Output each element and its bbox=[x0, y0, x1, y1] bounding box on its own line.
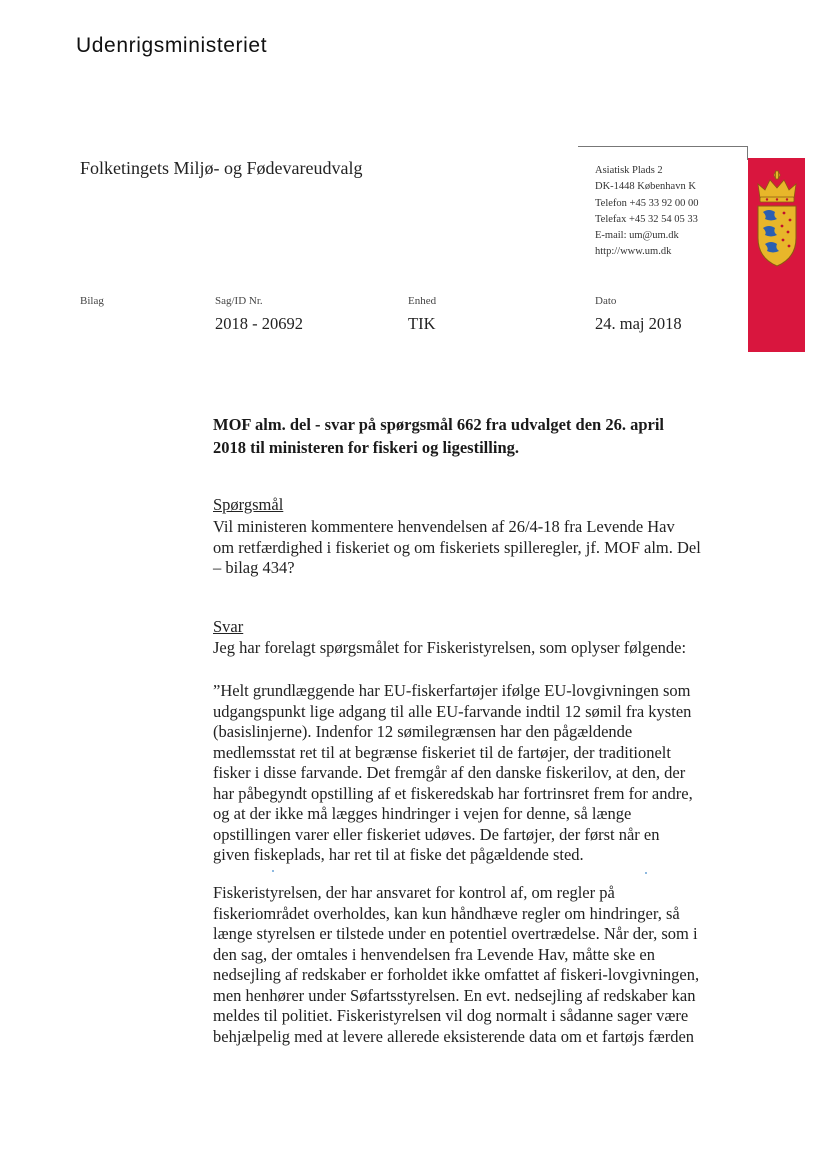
paragraph-line: længe styrelsen er tilstede under en potentiel overtrædelse. Når der, som i bbox=[213, 924, 698, 943]
enhed-label: Enhed bbox=[408, 295, 437, 307]
address-street: Asiatisk Plads 2 bbox=[595, 165, 663, 176]
paragraph-line: Fiskeristyrelsen, der har ansvaret for kontrol af, om regler på bbox=[213, 883, 615, 902]
address-email: E-mail: um@um.dk bbox=[595, 230, 679, 242]
paragraph-line: given fiskeplads, har ret til at fiske det pågældende sted. bbox=[213, 845, 584, 864]
paragraph-line: udgangspunkt lige adgang til alle EU-farvande indtil 12 sømil fra kysten bbox=[213, 701, 692, 721]
paragraph-line: medlemsstat ret til at begrænse fiskeriet til de fartøjer, der traditionelt bbox=[213, 742, 671, 762]
paragraph-line: behjælpelig med at levere allerede eksisterende data om et fartøjs færden bbox=[213, 1026, 695, 1046]
address-phone: Telefon +45 33 92 00 00 bbox=[595, 197, 699, 209]
paragraph-line: har påbegyndt opstilling af et fiskeredskab har fortrinsret frem for andre, bbox=[213, 783, 693, 803]
enhed-value: TIK bbox=[408, 314, 436, 333]
question-text bbox=[213, 517, 701, 579]
paragraph-line: den sag, der omtales i henvendelsen fra Levende Hav, måtte ske en bbox=[213, 944, 655, 964]
paragraph-line: ”Helt grundlæggende har EU-fiskerfartøjer ifølge EU-lovgivningen som bbox=[213, 681, 691, 700]
address-divider bbox=[578, 146, 748, 147]
address-city: DK-1448 København K bbox=[595, 181, 696, 193]
recipient-name: Folketingets Miljø- og Fødevareudvalg bbox=[80, 158, 363, 178]
paragraph-line: fisker i disse farvande. Det fremgår af den danske fiskerilov, at den, der bbox=[213, 763, 686, 782]
paragraph-line: opstillingen varer eller fiskeriet udøves. De fartøjer, der først når en bbox=[213, 824, 660, 844]
answer-heading: Svar bbox=[213, 617, 244, 636]
paragraph-line: og at der ikke må lægges hindringer i vejen for denne, så længe bbox=[213, 804, 632, 823]
answer-intro: Jeg har forelagt spørgsmålet for Fiskeristyrelsen, som oplyser følgende: bbox=[213, 638, 687, 657]
question-line: om retfærdighed i fiskeriet og om fiskeriets spilleregler, jf. MOF alm. Del bbox=[213, 537, 701, 557]
ministry-name: Udenrigsministeriet bbox=[76, 34, 268, 57]
address-fax: Telefax +45 32 54 05 33 bbox=[595, 213, 698, 225]
answer-paragraph-2 bbox=[213, 883, 699, 1047]
dato-label: Dato bbox=[595, 295, 617, 307]
question-heading: Spørgsmål bbox=[213, 495, 284, 514]
scan-speck bbox=[645, 872, 647, 874]
subject-line: 2018 til ministeren for fiskeri og ligestilling. bbox=[213, 438, 519, 457]
bilag-label: Bilag bbox=[80, 295, 104, 307]
royal-crest-icon bbox=[752, 168, 802, 272]
scan-speck bbox=[272, 870, 274, 872]
subject-line: MOF alm. del - svar på spørgsmål 662 fra udvalget den 26. april bbox=[213, 415, 664, 434]
paragraph-line: men henhører under Søfartsstyrelsen. En evt. nedsejling af redskaber kan bbox=[213, 985, 696, 1005]
sag-id-value: 2018 - 20692 bbox=[215, 314, 303, 333]
question-line: Vil ministeren kommentere henvendelsen af 26/4-18 fra Levende Hav bbox=[213, 517, 675, 536]
address-website: http://www.um.dk bbox=[595, 246, 672, 258]
sag-id-label: Sag/ID Nr. bbox=[215, 295, 263, 307]
paragraph-line: meldes til politiet. Fiskeristyrelsen vil dog normalt i sådanne sager være bbox=[213, 1006, 689, 1025]
paragraph-line: fiskeriområdet overholdes, kan kun håndhæve regler om hindringer, så bbox=[213, 903, 680, 923]
answer-paragraph-1 bbox=[213, 681, 693, 866]
address-block bbox=[595, 163, 698, 261]
question-line: – bilag 434? bbox=[213, 558, 295, 577]
paragraph-line: nedsejling af redskaber er forholdet ikke omfattet af fiskeri-lovgivningen, bbox=[213, 965, 700, 984]
paragraph-line: (basislinjerne). Indenfor 12 sømilegrænsen har den pågældende bbox=[213, 722, 633, 741]
subject-title bbox=[213, 413, 723, 459]
dato-value: 24. maj 2018 bbox=[595, 314, 682, 333]
